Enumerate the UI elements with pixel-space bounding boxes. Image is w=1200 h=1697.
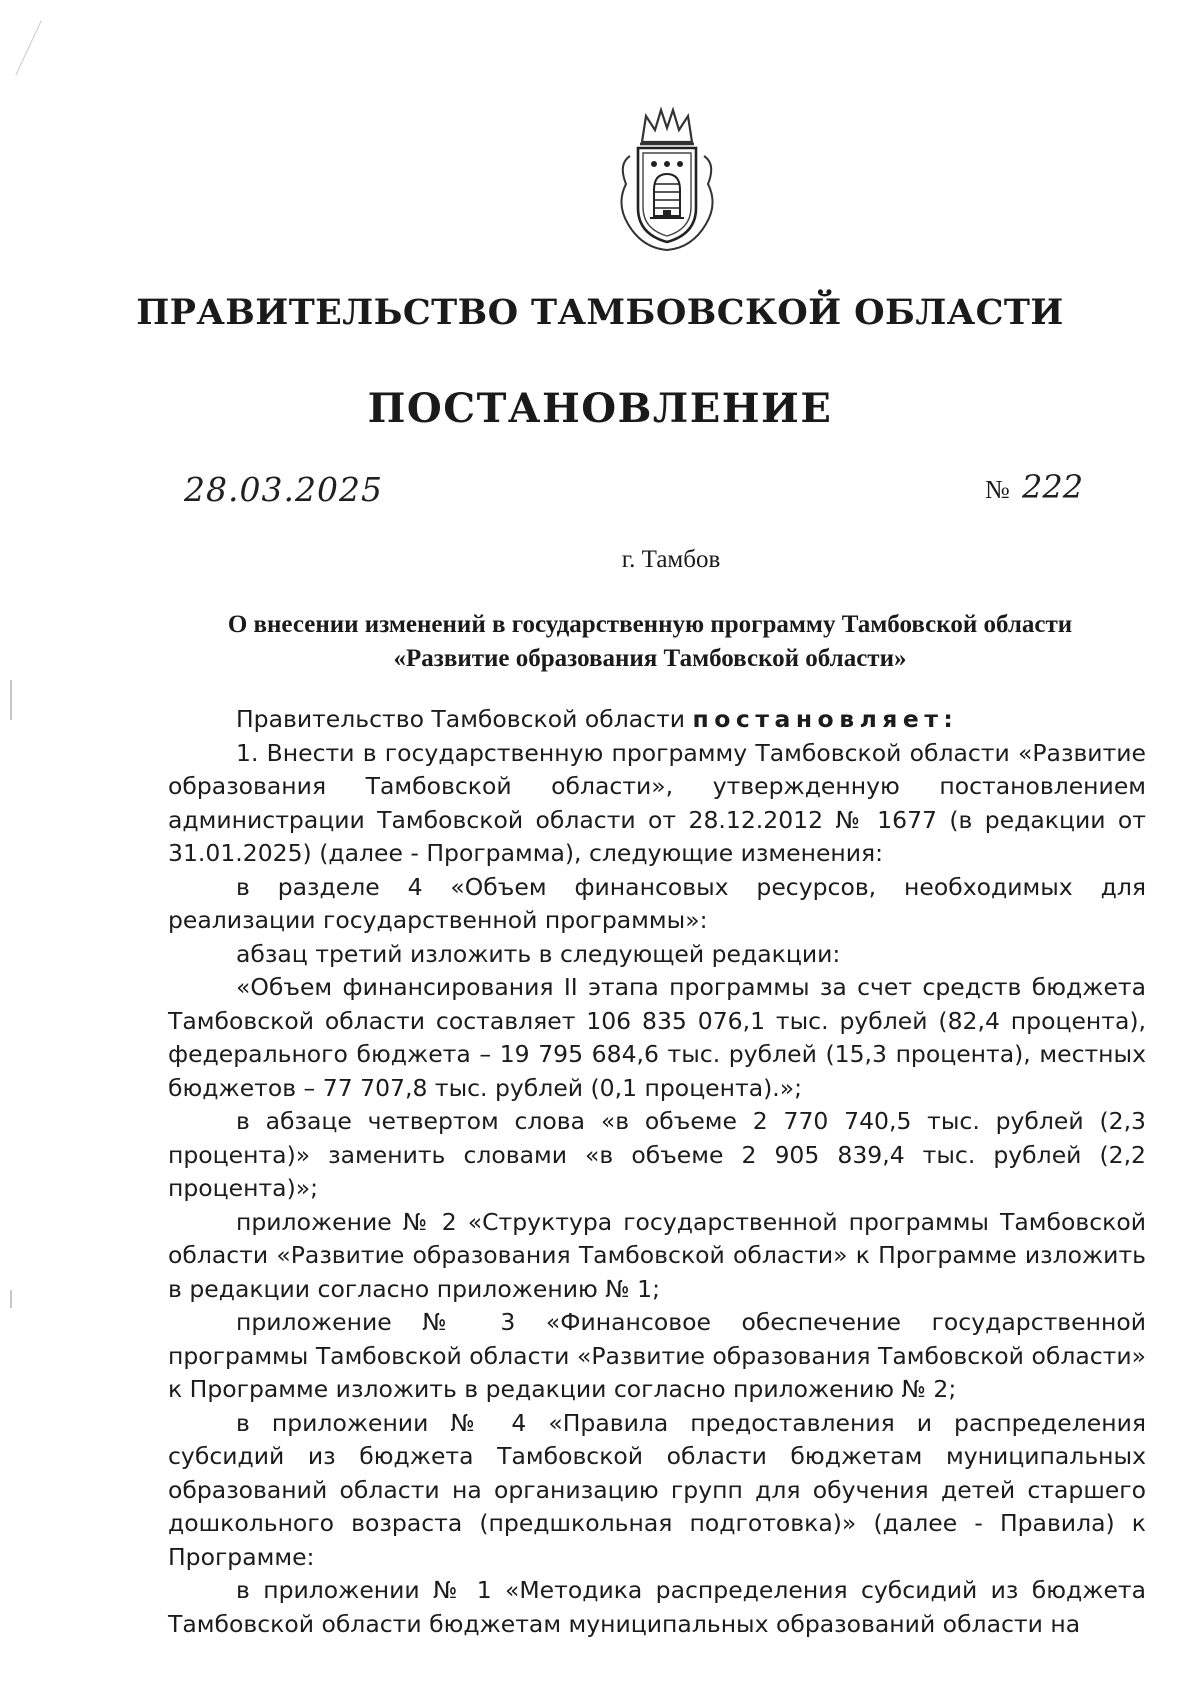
body-paragraph: в приложении № 4 «Правила предоставления и распределения субсидий из бюджета Тамбовской области бюджетам муниципальных образований области на организацию групп для обучения детей старшего дошкольного возраста (предшкольная подготовка)» (далее - Правила) к Программе: xyxy=(168,1408,1146,1571)
number-label: № xyxy=(985,475,1010,504)
handwritten-document-number: 222 xyxy=(1022,468,1084,506)
preamble-decree-word: постановляет: xyxy=(692,705,959,733)
body-paragraph: в разделе 4 «Объем финансовых ресурсов, необходимых для реализации государственной программы»: xyxy=(168,872,1146,934)
document-type-title: ПОСТАНОВЛЕНИЕ xyxy=(367,385,833,432)
preamble-paragraph xyxy=(168,703,1146,737)
tambov-region-coat-of-arms-icon xyxy=(612,104,722,254)
government-title: ПРАВИТЕЛЬСТВО ТАМБОВСКОЙ ОБЛАСТИ xyxy=(136,292,1064,333)
document-body xyxy=(168,703,1146,1641)
body-paragraph: в приложении № 1 «Методика распределения субсидий из бюджета Тамбовской области бюджетам муниципальных образований области на xyxy=(168,1576,1146,1638)
body-paragraph: абзац третий изложить в следующей редакции: xyxy=(236,939,841,968)
subject-line-1: О внесении изменений в государственную программу Тамбовской области xyxy=(227,611,1073,638)
document-subject xyxy=(150,608,1150,676)
scan-artifact xyxy=(10,1290,12,1308)
body-paragraph: приложение № 3 «Финансовое обеспечение государственной программы Тамбовской области «Развитие образования Тамбовской области» к Программе изложить в редакции согласно приложению № 2; xyxy=(168,1308,1146,1403)
body-paragraph: в абзаце четвертом слова «в объеме 2 770 740,5 тыс. рублей (2,3 процента)» заменить словами «в объеме 2 905 839,4 тыс. рублей (2,2 процента)»; xyxy=(168,1107,1146,1202)
handwritten-date: 28.03.2025 xyxy=(184,470,383,509)
body-paragraph: приложение № 2 «Структура государственной программы Тамбовской области «Развитие образования Тамбовской области» к Программе изложить в редакции согласно приложению № 1; xyxy=(168,1207,1146,1303)
scan-artifact xyxy=(15,21,41,76)
city-line: г. Тамбов xyxy=(621,546,721,573)
body-paragraph: 1. Внести в государственную программу Тамбовской области «Развитие образования Тамбовской области», утвержденную постановлением администрации Тамбовской области от 28.12.2012 № 1677 (в редакции от 31.01.2025) (далее - Программа), следующие изменения: xyxy=(168,738,1146,867)
body-paragraph: «Объем финансирования II этапа программы за счет средств бюджета Тамбовской области составляет 106 835 076,1 тыс. рублей (82,4 процента), федерального бюджета – 19 795 684,6 тыс. рублей (15,3 процента), местных бюджетов – 77 707,8 тыс. рублей (0,1 процента).»; xyxy=(168,973,1146,1102)
preamble-lead: Правительство Тамбовской области xyxy=(236,705,693,733)
scan-artifact xyxy=(10,680,12,720)
subject-line-2: «Развитие образования Тамбовской области» xyxy=(393,645,907,672)
